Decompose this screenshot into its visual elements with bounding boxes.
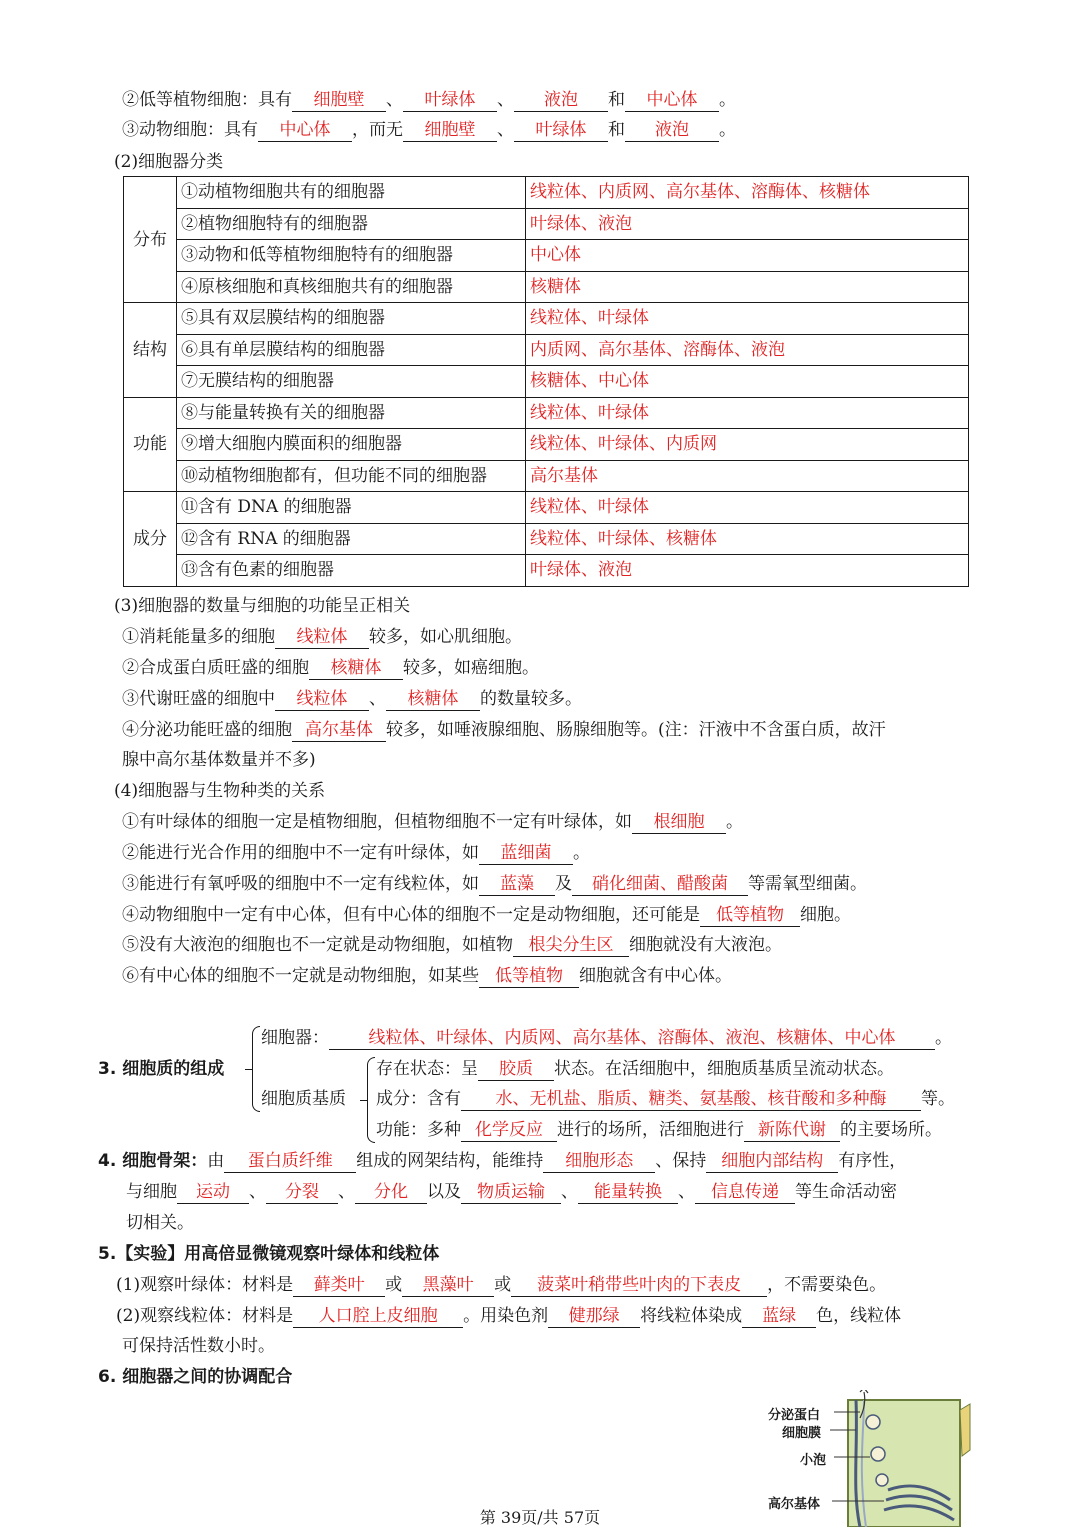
answer-blank: 中心体 bbox=[258, 119, 352, 142]
answer-blank: 细胞壁 bbox=[292, 89, 386, 112]
text: 。 bbox=[726, 812, 743, 832]
text: 状态。在活细胞中，细胞质基质呈流动状态。 bbox=[554, 1059, 894, 1079]
text: 或 bbox=[385, 1275, 403, 1295]
text: 、 bbox=[338, 1182, 355, 1202]
question-cell: ⑬含有色素的细胞器 bbox=[177, 555, 526, 587]
answer-blank: 菠菜叶稍带些叶肉的下表皮 bbox=[511, 1274, 767, 1297]
text: 将线粒体染成 bbox=[640, 1306, 743, 1326]
table-row bbox=[124, 334, 969, 366]
answer-blank: 蛋白质纤维 bbox=[224, 1150, 356, 1173]
answer-blank: 化学反应 bbox=[461, 1119, 557, 1142]
table-row bbox=[124, 523, 969, 555]
question-cell: ⑦无膜结构的细胞器 bbox=[177, 366, 526, 398]
text: 、 bbox=[386, 90, 403, 110]
table-row bbox=[124, 208, 969, 240]
question-cell: ⑥具有单层膜结构的细胞器 bbox=[177, 334, 526, 366]
question-cell: ⑤具有双层膜结构的细胞器 bbox=[177, 303, 526, 335]
organism-line-4 bbox=[122, 903, 851, 927]
answer-blank: 高尔基体 bbox=[292, 719, 386, 742]
text: ⑥有中心体的细胞不一定就是动物细胞，如某些 bbox=[122, 966, 479, 986]
text: 、 bbox=[561, 1182, 578, 1202]
answer-blank: 信息传递 bbox=[695, 1181, 795, 1204]
classify-heading: (2)细胞器分类 bbox=[114, 152, 224, 172]
text: 的数量较多。 bbox=[480, 689, 582, 709]
table-row bbox=[124, 429, 969, 461]
quantity-line-1 bbox=[122, 625, 522, 649]
answer-blank: 人口腔上皮细胞 bbox=[293, 1305, 463, 1328]
answer-blank: 细胞壁 bbox=[403, 119, 497, 142]
text: 功能：多种 bbox=[376, 1120, 461, 1140]
matrix-label: 细胞质基质 bbox=[261, 1089, 346, 1109]
question-cell: ②植物细胞特有的细胞器 bbox=[177, 208, 526, 240]
answer-blank: 健那绿 bbox=[548, 1305, 640, 1328]
experiment-line-1 bbox=[116, 1273, 886, 1297]
text: 、 bbox=[497, 90, 514, 110]
text: ③代谢旺盛的细胞中 bbox=[122, 689, 275, 709]
text: 细胞器： bbox=[261, 1028, 329, 1048]
answer-cell: 核糖体 bbox=[526, 271, 969, 303]
answer-blank: 蓝细菌 bbox=[479, 842, 573, 865]
table-row bbox=[124, 177, 969, 209]
text: ，不需要染色。 bbox=[767, 1275, 887, 1295]
experiment-title: 5.【实验】用高倍显微镜观察叶绿体和线粒体 bbox=[98, 1244, 440, 1264]
quantity-line-4 bbox=[122, 718, 886, 742]
organism-line-5 bbox=[122, 933, 782, 957]
organelle-line bbox=[261, 1026, 952, 1050]
answer-cell: 线粒体、叶绿体 bbox=[526, 397, 969, 429]
text: 。 bbox=[935, 1028, 952, 1048]
question-cell: ⑩动植物细胞都有，但功能不同的细胞器 bbox=[177, 460, 526, 492]
text: 等需氧型细菌。 bbox=[748, 874, 867, 894]
figure-label-cell-membrane: 细胞膜 bbox=[782, 1426, 822, 1441]
organism-line-1 bbox=[122, 810, 743, 834]
table-row bbox=[124, 240, 969, 272]
low-plant-cell-line bbox=[122, 88, 736, 112]
organism-line-2 bbox=[122, 841, 590, 865]
answer-blank: 分化 bbox=[355, 1181, 427, 1204]
text: 细胞。 bbox=[800, 905, 851, 925]
table-row bbox=[124, 460, 969, 492]
answer-cell: 核糖体、中心体 bbox=[526, 366, 969, 398]
cytoskeleton-line-3: 切相关。 bbox=[126, 1213, 194, 1233]
cytoskeleton-line-1 bbox=[98, 1149, 906, 1173]
text: 与细胞 bbox=[126, 1182, 177, 1202]
quantity-heading: (3)细胞器的数量与细胞的功能呈正相关 bbox=[114, 596, 411, 616]
answer-blank: 能量转换 bbox=[578, 1181, 678, 1204]
question-cell: ⑪含有 DNA 的细胞器 bbox=[177, 492, 526, 524]
page-footer: 第 39页/共 57页 bbox=[479, 1508, 601, 1527]
text: 、 bbox=[249, 1182, 266, 1202]
answer-blank: 低等植物 bbox=[700, 904, 800, 927]
answer-cell: 高尔基体 bbox=[526, 460, 969, 492]
matrix-component-line bbox=[376, 1087, 955, 1111]
answer-blank: 核糖体 bbox=[309, 657, 403, 680]
table-row bbox=[124, 366, 969, 398]
answer-blank: 黑藻叶 bbox=[402, 1274, 494, 1297]
question-cell: ⑫含有 RNA 的细胞器 bbox=[177, 523, 526, 555]
text: 由 bbox=[207, 1151, 225, 1171]
answer-cell: 线粒体、叶绿体、核糖体 bbox=[526, 523, 969, 555]
text: 、 bbox=[497, 120, 514, 140]
answer-blank: 胶质 bbox=[478, 1058, 554, 1081]
text: 。 bbox=[719, 120, 736, 140]
cytoskeleton-line-2 bbox=[126, 1180, 897, 1204]
figure-label-secretory-protein: 分泌蛋白 bbox=[768, 1408, 821, 1423]
text: 或 bbox=[494, 1275, 512, 1295]
organism-heading: (4)细胞器与生物种类的关系 bbox=[114, 781, 326, 801]
text: (2)观察线粒体：材料是 bbox=[116, 1306, 294, 1326]
answer-blank: 分裂 bbox=[266, 1181, 338, 1204]
matrix-state-line bbox=[376, 1057, 894, 1081]
text: 及 bbox=[555, 874, 572, 894]
table-row bbox=[124, 271, 969, 303]
text: 、 bbox=[369, 689, 386, 709]
question-cell: ④原核细胞和真核细胞共有的细胞器 bbox=[177, 271, 526, 303]
answer-blank: 藓类叶 bbox=[293, 1274, 385, 1297]
text: 等。 bbox=[921, 1089, 955, 1109]
answer-blank: 线粒体 bbox=[275, 688, 369, 711]
answer-blank: 蓝藻 bbox=[479, 873, 555, 896]
text: 。 bbox=[719, 90, 736, 110]
answer-cell: 线粒体、叶绿体 bbox=[526, 492, 969, 524]
organelle-table bbox=[123, 176, 969, 587]
figure-label-vesicle: 小泡 bbox=[800, 1453, 827, 1468]
answer-blank: 细胞内部结构 bbox=[706, 1150, 838, 1173]
category-cell: 分布 bbox=[124, 177, 177, 303]
text: 组成的网架结构，能维持 bbox=[356, 1151, 544, 1171]
animal-cell-line bbox=[122, 118, 736, 142]
text: 较多，如唾液腺细胞、肠腺细胞等。(注：汗液中不含蛋白质，故汗 bbox=[386, 720, 886, 740]
experiment-line-2 bbox=[116, 1304, 901, 1328]
answer-blank: 低等植物 bbox=[479, 965, 579, 988]
matrix-function-line bbox=[376, 1118, 942, 1142]
text: 和 bbox=[608, 90, 625, 110]
text: ⑤没有大液泡的细胞也不一定就是动物细胞，如植物 bbox=[122, 935, 513, 955]
answer-blank: 物质运输 bbox=[461, 1181, 561, 1204]
quantity-line-4-cont: 腺中高尔基体数量并不多) bbox=[122, 750, 316, 770]
answer-blank: 中心体 bbox=[625, 89, 719, 112]
answer-cell: 线粒体、内质网、高尔基体、溶酶体、核糖体 bbox=[526, 177, 969, 209]
text: ②低等植物细胞：具有 bbox=[122, 90, 292, 110]
text: 成分：含有 bbox=[376, 1089, 461, 1109]
answer-cell: 线粒体、叶绿体 bbox=[526, 303, 969, 335]
category-cell: 功能 bbox=[124, 397, 177, 492]
coordination-title: 6. 细胞器之间的协调配合 bbox=[98, 1367, 293, 1387]
answer-blank: 硝化细菌、醋酸菌 bbox=[572, 873, 748, 896]
question-cell: ③动物和低等植物细胞特有的细胞器 bbox=[177, 240, 526, 272]
text: ②能进行光合作用的细胞中不一定有叶绿体，如 bbox=[122, 843, 479, 863]
organism-line-3 bbox=[122, 872, 867, 896]
question-cell: ⑨增大细胞内膜面积的细胞器 bbox=[177, 429, 526, 461]
answer-blank: 液泡 bbox=[625, 119, 719, 142]
category-cell: 结构 bbox=[124, 303, 177, 398]
text: 、保持 bbox=[655, 1151, 707, 1171]
answer-blank: 蓝绿 bbox=[742, 1305, 816, 1328]
text: ①有叶绿体的细胞一定是植物细胞，但植物细胞不一定有叶绿体，如 bbox=[122, 812, 632, 832]
brace bbox=[367, 1057, 375, 1143]
answer-cell: 线粒体、叶绿体、内质网 bbox=[526, 429, 969, 461]
answer-blank: 叶绿体 bbox=[514, 119, 608, 142]
text: 、 bbox=[678, 1182, 695, 1202]
text: 。 bbox=[573, 843, 590, 863]
figure-label-golgi: 高尔基体 bbox=[768, 1497, 821, 1512]
text: 较多，如癌细胞。 bbox=[403, 658, 539, 678]
answer-cell: 内质网、高尔基体、溶酶体、液泡 bbox=[526, 334, 969, 366]
category-cell: 成分 bbox=[124, 492, 177, 587]
organism-line-6 bbox=[122, 964, 732, 988]
text: 细胞就没有大液泡。 bbox=[629, 935, 782, 955]
text: ③能进行有氧呼吸的细胞中不一定有线粒体，如 bbox=[122, 874, 479, 894]
cytoplasm-title: 3. 细胞质的组成 bbox=[98, 1059, 225, 1079]
table-row bbox=[124, 555, 969, 587]
answer-cell: 叶绿体、液泡 bbox=[526, 208, 969, 240]
text: 的主要场所。 bbox=[840, 1120, 942, 1140]
answer-blank: 细胞形态 bbox=[543, 1150, 655, 1173]
answer-blank: 根尖分生区 bbox=[513, 934, 629, 957]
table-row bbox=[124, 492, 969, 524]
text: 较多，如心肌细胞。 bbox=[369, 627, 522, 647]
answer-blank: 线粒体、叶绿体、内质网、高尔基体、溶酶体、液泡、核糖体、中心体 bbox=[329, 1027, 935, 1050]
table-row bbox=[124, 397, 969, 429]
text: (1)观察叶绿体：材料是 bbox=[116, 1275, 294, 1295]
cytoskeleton-title: 4. 细胞骨架： bbox=[98, 1151, 208, 1171]
answer-cell: 叶绿体、液泡 bbox=[526, 555, 969, 587]
answer-cell: 中心体 bbox=[526, 240, 969, 272]
text: 以及 bbox=[427, 1182, 461, 1202]
answer-blank: 新陈代谢 bbox=[744, 1119, 840, 1142]
text: ②合成蛋白质旺盛的细胞 bbox=[122, 658, 309, 678]
answer-blank: 运动 bbox=[177, 1181, 249, 1204]
text: 和 bbox=[608, 120, 625, 140]
table-row bbox=[124, 303, 969, 335]
answer-blank: 线粒体 bbox=[275, 626, 369, 649]
text: 。用染色剂 bbox=[463, 1306, 549, 1326]
answer-blank: 核糖体 bbox=[386, 688, 480, 711]
text: ，而无 bbox=[352, 120, 403, 140]
question-cell: ①动植物细胞共有的细胞器 bbox=[177, 177, 526, 209]
answer-blank: 叶绿体 bbox=[403, 89, 497, 112]
text: 细胞就含有中心体。 bbox=[579, 966, 732, 986]
text: 进行的场所，活细胞进行 bbox=[557, 1120, 744, 1140]
text: ④分泌功能旺盛的细胞 bbox=[122, 720, 292, 740]
text: 存在状态：呈 bbox=[376, 1059, 478, 1079]
text: ③动物细胞：具有 bbox=[122, 120, 258, 140]
question-cell: ⑧与能量转换有关的细胞器 bbox=[177, 397, 526, 429]
quantity-line-2 bbox=[122, 656, 539, 680]
experiment-line-3: 可保持活性数小时。 bbox=[122, 1336, 275, 1356]
text: 有序性， bbox=[838, 1151, 907, 1171]
quantity-line-3 bbox=[122, 687, 582, 711]
text: 色，线粒体 bbox=[816, 1306, 902, 1326]
answer-blank: 液泡 bbox=[514, 89, 608, 112]
text: 等生命活动密 bbox=[795, 1182, 897, 1202]
text: ④动物细胞中一定有中心体，但有中心体的细胞不一定是动物细胞，还可能是 bbox=[122, 905, 700, 925]
answer-blank: 水、无机盐、脂质、糖类、氨基酸、核苷酸和多种酶 bbox=[461, 1088, 921, 1111]
text: ①消耗能量多的细胞 bbox=[122, 627, 275, 647]
answer-blank: 根细胞 bbox=[632, 811, 726, 834]
brace bbox=[252, 1026, 260, 1112]
